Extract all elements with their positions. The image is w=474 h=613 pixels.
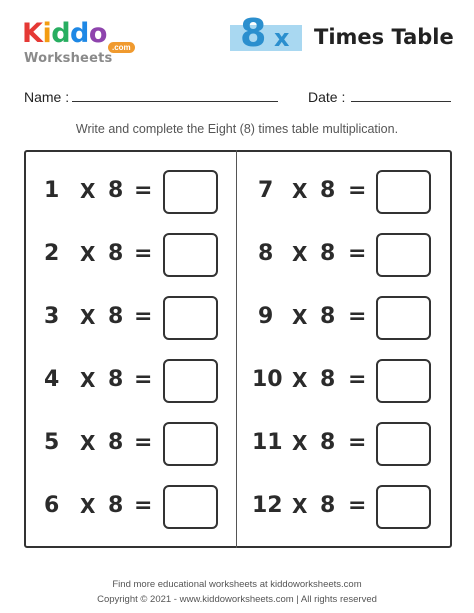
- multiplier: 8: [320, 493, 336, 518]
- answer-box[interactable]: [376, 233, 431, 277]
- multiply-sign: X: [292, 305, 308, 329]
- equals-sign: =: [348, 178, 367, 203]
- multiplicand: 7: [258, 178, 274, 203]
- multiplicand: 12: [252, 493, 283, 518]
- multiplicand: 4: [44, 367, 60, 392]
- answer-box[interactable]: [376, 296, 431, 340]
- badge-multiply-sign: x: [274, 24, 290, 52]
- multiply-sign: X: [80, 305, 96, 329]
- multiplicand: 5: [44, 430, 60, 455]
- equals-sign: =: [348, 241, 367, 266]
- multiplier: 8: [320, 367, 336, 392]
- name-label: Name :: [24, 89, 70, 105]
- equals-sign: =: [134, 367, 153, 392]
- problem-row: [0, 296, 474, 342]
- multiplicand: 8: [258, 241, 274, 266]
- answer-box[interactable]: [376, 170, 431, 214]
- problem-row: [0, 170, 474, 216]
- multiplier: 8: [108, 241, 124, 266]
- answer-box[interactable]: [376, 422, 431, 466]
- answer-box[interactable]: [376, 485, 431, 529]
- problem-row: [0, 485, 474, 531]
- equals-sign: =: [348, 304, 367, 329]
- multiply-sign: X: [292, 179, 308, 203]
- multiplicand: 1: [44, 178, 60, 203]
- equals-sign: =: [134, 430, 153, 455]
- multiplier: 8: [108, 304, 124, 329]
- equals-sign: =: [348, 430, 367, 455]
- multiplicand: 2: [44, 241, 60, 266]
- footer-line-2: Copyright © 2021 - www.kiddoworksheets.com | All rights reserved: [97, 594, 377, 605]
- multiply-sign: X: [292, 368, 308, 392]
- date-field[interactable]: [351, 101, 451, 102]
- kiddo-logo: [22, 20, 152, 68]
- multiply-sign: X: [80, 242, 96, 266]
- multiplier: 8: [320, 241, 336, 266]
- instruction-text: Write and complete the Eight (8) times table multiplication.: [75, 122, 399, 136]
- multiply-sign: X: [292, 494, 308, 518]
- equals-sign: =: [134, 493, 153, 518]
- equals-sign: =: [348, 493, 367, 518]
- page-title: Times Table: [314, 25, 454, 49]
- multiply-sign: X: [292, 431, 308, 455]
- multiplicand: 9: [258, 304, 274, 329]
- logo-letter-i: i: [42, 18, 52, 49]
- footer-line-1: Find more educational worksheets at kiddoworksheets.com: [112, 579, 362, 590]
- equals-sign: =: [134, 178, 153, 203]
- logo-letter-d2: d: [70, 18, 89, 49]
- multiplier: 8: [108, 493, 124, 518]
- multiplier: 8: [108, 367, 124, 392]
- name-field[interactable]: [72, 101, 278, 102]
- date-label: Date :: [308, 89, 346, 105]
- multiply-sign: X: [80, 179, 96, 203]
- multiplier: 8: [320, 430, 336, 455]
- problem-row: [0, 359, 474, 405]
- badge-number: 8: [240, 11, 267, 55]
- logo-dotcom-badge: .com: [108, 42, 135, 53]
- multiplicand: 6: [44, 493, 60, 518]
- answer-box[interactable]: [376, 359, 431, 403]
- multiplicand: 11: [252, 430, 283, 455]
- multiply-sign: X: [292, 242, 308, 266]
- problem-row: [0, 422, 474, 468]
- multiplicand: 10: [252, 367, 283, 392]
- equals-sign: =: [348, 367, 367, 392]
- logo-letter-k: K: [22, 18, 43, 49]
- multiply-sign: X: [80, 368, 96, 392]
- multiplier: 8: [320, 304, 336, 329]
- multiply-sign: X: [80, 431, 96, 455]
- times-badge: [230, 11, 302, 55]
- multiplier: 8: [108, 178, 124, 203]
- logo-letter-d1: d: [51, 18, 71, 49]
- logo-subtitle: Worksheets: [24, 51, 113, 66]
- multiplier: 8: [320, 178, 336, 203]
- logo-wordmark: [22, 18, 107, 50]
- multiplier: 8: [108, 430, 124, 455]
- problem-row: [0, 233, 474, 279]
- multiply-sign: X: [80, 494, 96, 518]
- equals-sign: =: [134, 241, 153, 266]
- equals-sign: =: [134, 304, 153, 329]
- multiplicand: 3: [44, 304, 60, 329]
- logo-letter-o: o: [88, 18, 107, 49]
